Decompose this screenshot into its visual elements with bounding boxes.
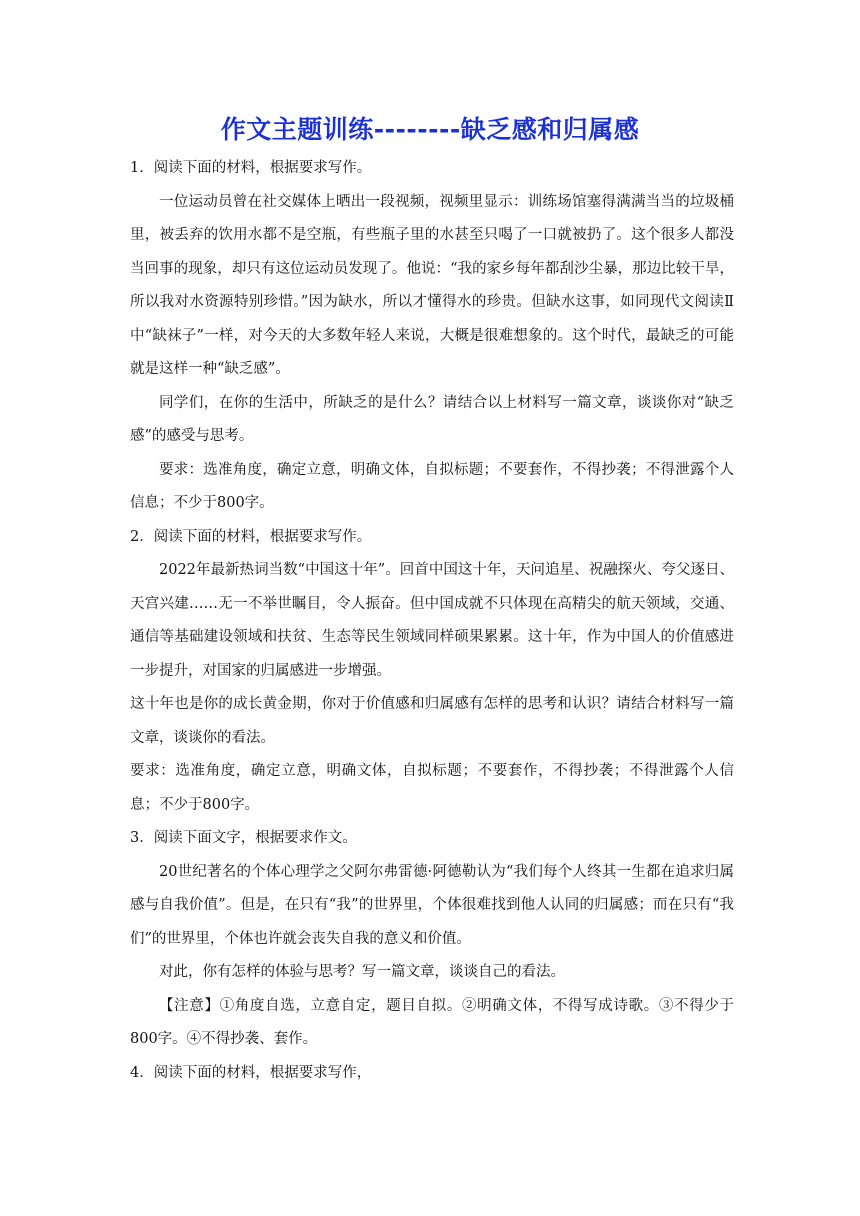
question-3-note: 【注意】①角度自选，立意自定，题目自拟。②明确文体，不得写成诗歌。③不得少于800字。④不得抄袭、套作。 <box>130 997 734 1047</box>
question-3-material: 20世纪著名的个体心理学之父阿尔弗雷德·阿德勒认为“我们每个人终其一生都在追求归属感与自我价值”。但是，在只有“我”的世界里，个体很难找到他人认同的归属感；而在只有“我们”的世界里，个体也许就会丧失自我的意义和价值。 <box>130 863 734 947</box>
page-title: 作文主题训练--------缺乏感和归属感 <box>220 115 640 144</box>
question-1-heading: 1．阅读下面的材料，根据要求写作。 <box>130 160 372 176</box>
question-3-heading: 3．阅读下面文字，根据要求作文。 <box>130 830 357 846</box>
document-body <box>130 152 734 1090</box>
question-4-heading: 4．阅读下面的材料，根据要求写作， <box>130 1064 372 1081</box>
question-2-prompt: 这十年也是你的成长黄金期，你对于价值感和归属感有怎样的思考和认识？请结合材料写一篇文章，谈谈你的看法。 <box>130 696 734 746</box>
question-1-material: 一位运动员曾在社交媒体上晒出一段视频，视频里显示：训练场馆塞得满满当当的垃圾桶里，被丢弃的饮用水都不是空瓶，有些瓶子里的水甚至只喝了一口就被扔了。这个很多人都没当回事的现象，却只有这位运动员发现了。他说：“我的家乡每年都刮沙尘暴，那边比较干旱，所以我对水资源特别珍惜。”因为缺水，所以才懂得水的珍贵。但缺水这事，如同现代文阅读Ⅱ中“缺袜子”一样，对今天的大多数年轻人来说，大概是很难想象的。这个时代，最缺乏的可能就是这样一种“缺乏感”。 <box>130 193 734 377</box>
question-1-requirements: 要求：选准角度，确定立意，明确文体，自拟标题；不要套作，不得抄袭；不得泄露个人信息；不少于800字。 <box>130 461 734 511</box>
question-2-material: 2022年最新热词当数“中国这十年”。回首中国这十年，天问追星、祝融探火、夸父逐日、天宫兴建……无一不举世瞩目，令人振奋。但中国成就不只体现在高精尖的航天领域，交通、通信等基础建设领域和扶贫、生态等民生领域同样硕果累累。这十年，作为中国人的价值感进一步提升，对国家的归属感进一步增强。 <box>130 562 734 679</box>
question-2-heading: 2．阅读下面的材料，根据要求写作。 <box>130 528 372 545</box>
question-3-prompt: 对此，你有怎样的体验与思考？写一篇文章，谈谈自己的看法。 <box>159 964 565 980</box>
question-2-requirements: 要求：选准角度，确定立意，明确文体，自拟标题；不要套作，不得抄袭；不得泄露个人信息；不少于800字。 <box>130 763 734 813</box>
question-1-prompt: 同学们，在你的生活中，所缺乏的是什么？请结合以上材料写一篇文章，谈谈你对“缺乏感”的感受与思考。 <box>130 394 734 444</box>
